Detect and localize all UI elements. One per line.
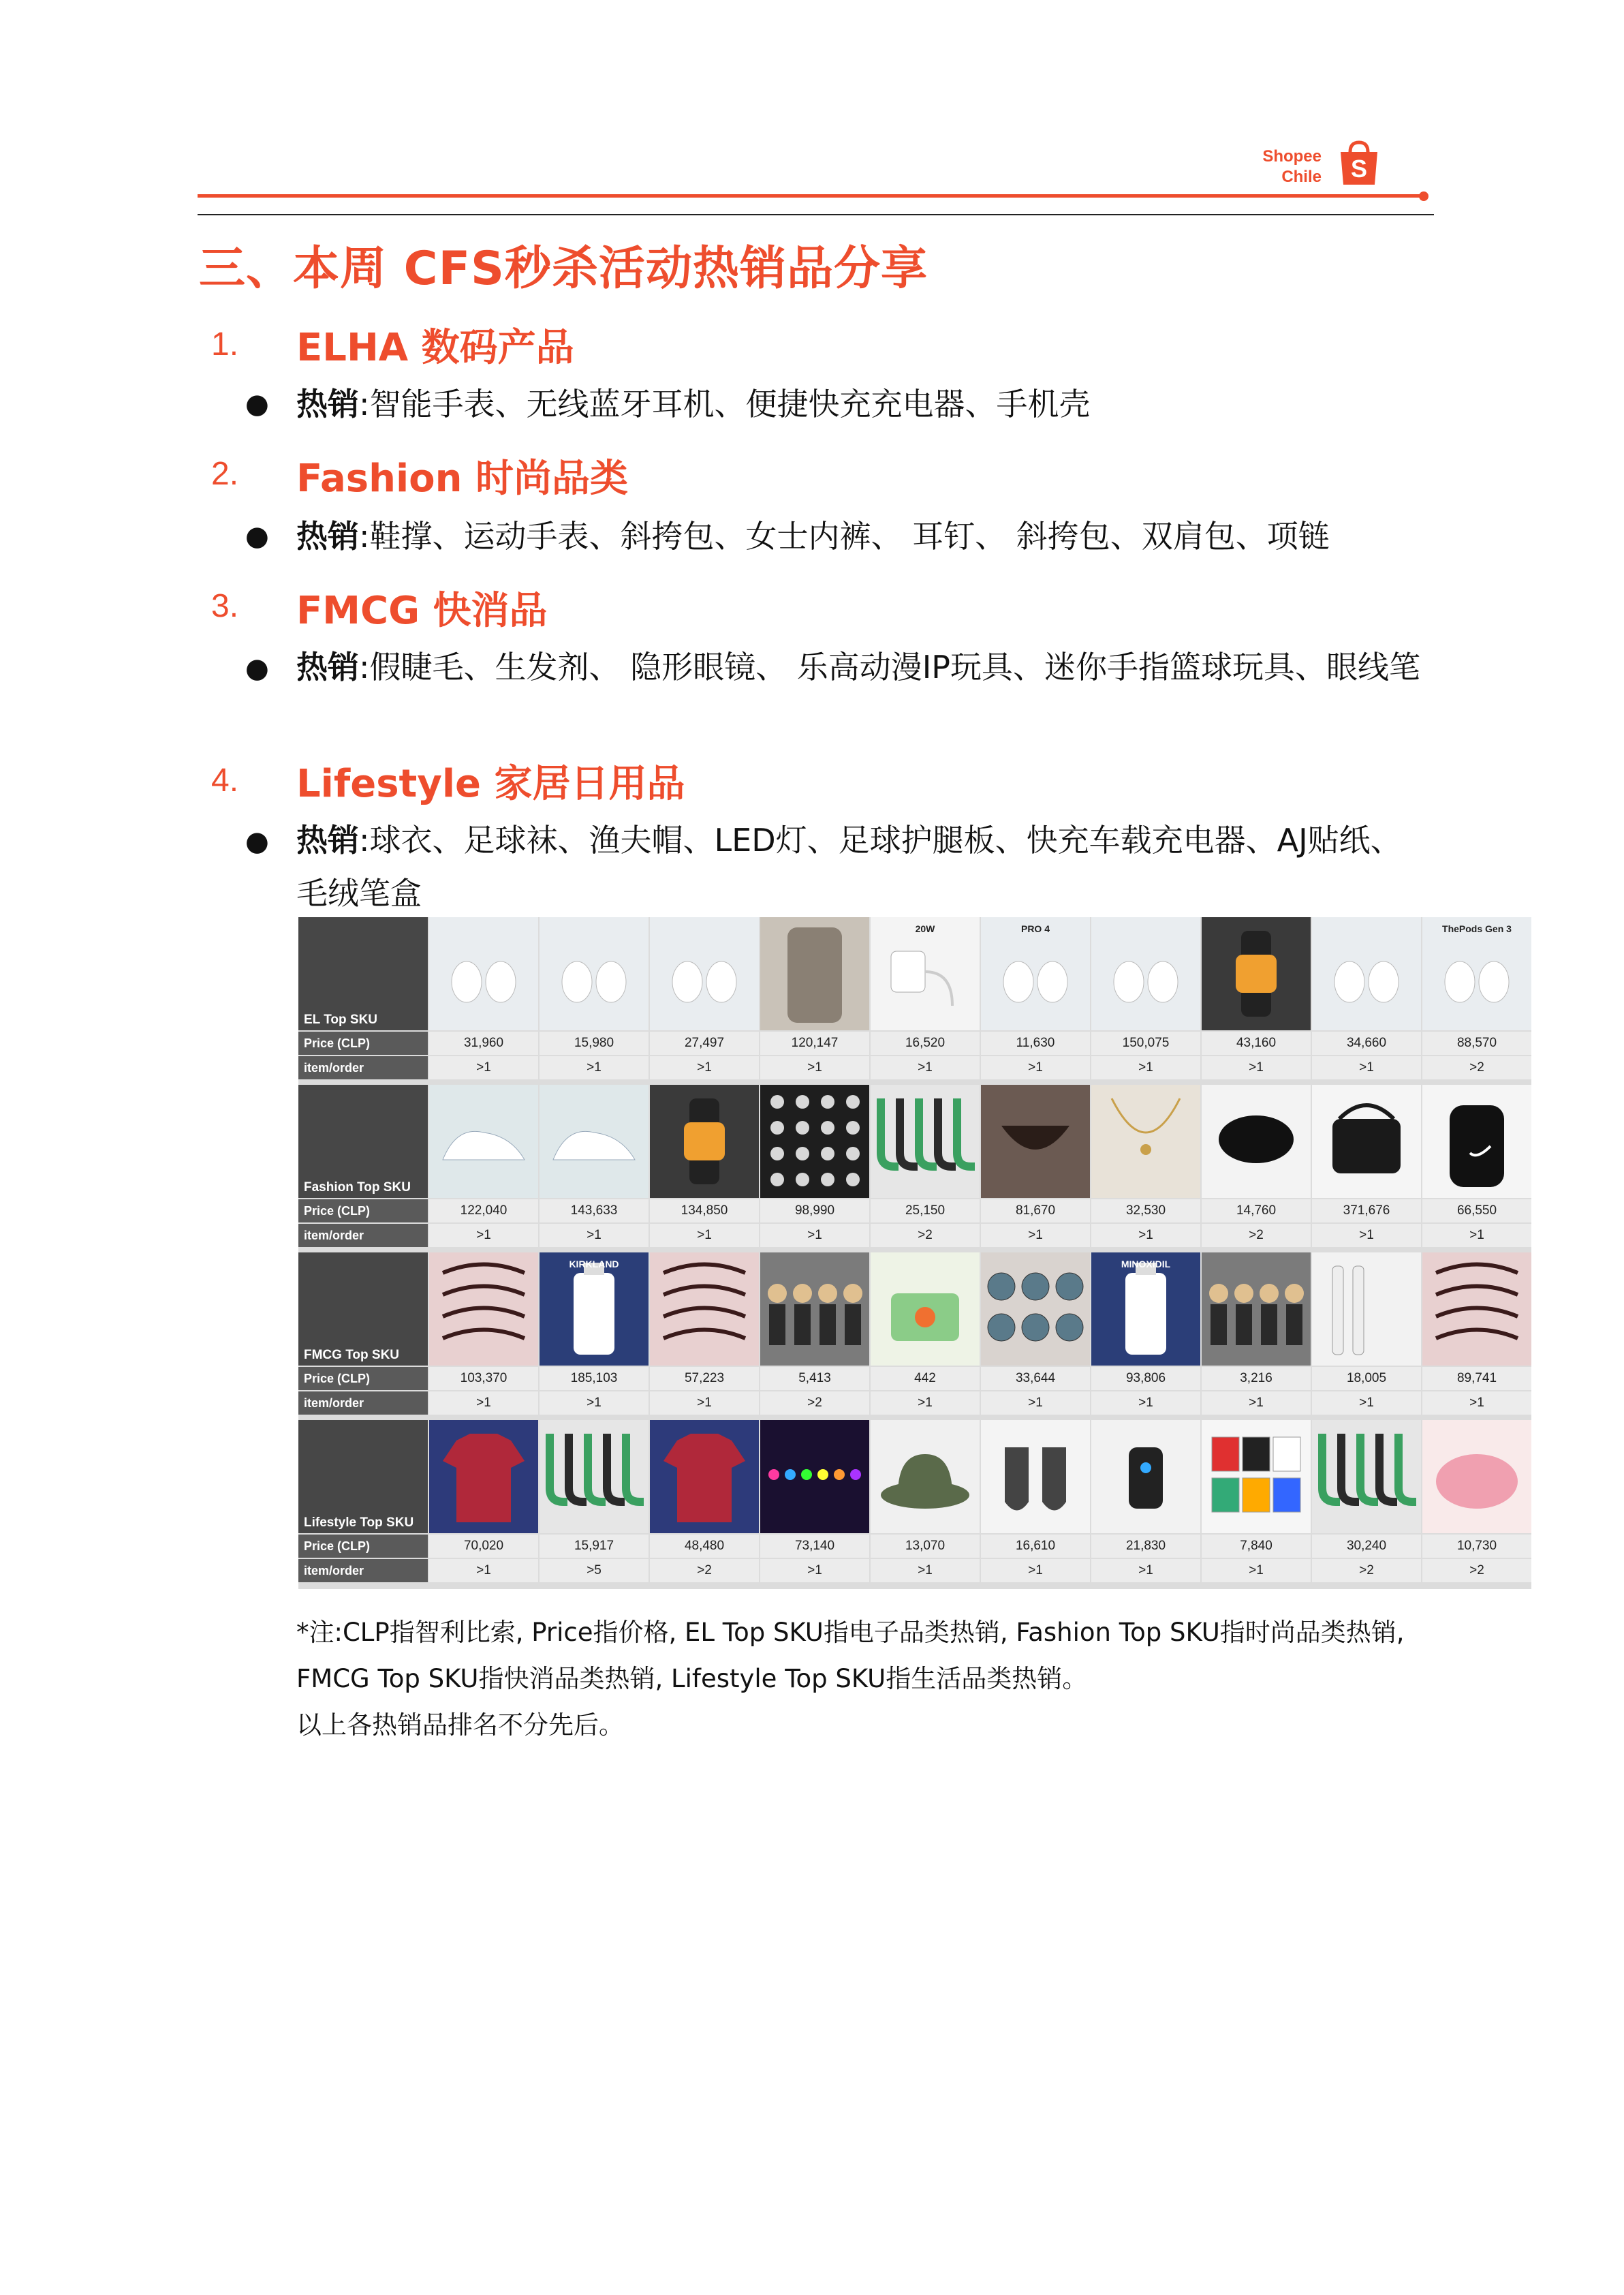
shoe-photo — [429, 1085, 538, 1198]
section-2-text — [296, 510, 1427, 563]
sku-price: 33,644 — [981, 1367, 1090, 1390]
header-rule-orange — [198, 194, 1424, 198]
product-thumbnail — [1422, 1420, 1531, 1533]
product-thumbnail — [981, 917, 1090, 1030]
sku-item-per-order: >1 — [650, 1056, 759, 1079]
header-rule-thin — [198, 214, 1434, 215]
earbuds-photo — [650, 917, 759, 1030]
lingerie-photo — [981, 1085, 1090, 1198]
sku-row — [298, 1420, 1531, 1582]
sku-row — [298, 917, 1531, 1079]
section-2-number: 2. — [211, 456, 239, 492]
sku-price: 15,917 — [540, 1535, 649, 1558]
product-thumbnail — [871, 1420, 980, 1533]
sku-item-per-order: >1 — [981, 1056, 1090, 1079]
shinguard-photo — [981, 1420, 1090, 1533]
hot-label: 热销 — [296, 518, 359, 555]
toy-photo — [871, 1252, 980, 1366]
bottle-photo — [540, 1252, 649, 1366]
sku-item-per-order: >1 — [650, 1391, 759, 1415]
sku-price: 30,240 — [1312, 1535, 1421, 1558]
sku-item-per-order: >1 — [429, 1391, 538, 1415]
product-thumbnail — [760, 917, 869, 1030]
sku-price: 25,150 — [871, 1199, 980, 1222]
sku-price: 93,806 — [1091, 1367, 1200, 1390]
product-thumbnail — [760, 1420, 869, 1533]
product-thumbnail — [871, 1252, 980, 1366]
row-category-header — [298, 917, 428, 1030]
section-3-text — [296, 641, 1427, 694]
sku-item-per-order: >1 — [540, 1391, 649, 1415]
sku-price: 150,075 — [1091, 1032, 1200, 1055]
item-order-label: item/order — [298, 1224, 428, 1247]
product-thumbnail — [1091, 1420, 1200, 1533]
sku-item-per-order: >1 — [871, 1559, 980, 1582]
sku-price: 14,760 — [1202, 1199, 1311, 1222]
hot-items: 假睫毛、生发剂、 隐形眼镜、 乐高动漫IP玩具、迷你手指篮球玩具、眼线笔 — [369, 649, 1421, 686]
sku-price: 371,676 — [1312, 1199, 1421, 1222]
product-thumbnail — [1312, 1420, 1421, 1533]
sku-item-per-order: >1 — [1312, 1056, 1421, 1079]
sku-price: 15,980 — [540, 1032, 649, 1055]
product-thumbnail — [429, 1420, 538, 1533]
brand-line2: Chile — [1281, 168, 1322, 186]
bag-photo — [1312, 1085, 1421, 1198]
led-photo — [760, 1420, 869, 1533]
svg-text:ThePods Gen 3: ThePods Gen 3 — [1442, 923, 1512, 934]
price-label: Price (CLP) — [298, 1535, 428, 1558]
earbuds-photo — [1422, 917, 1531, 1030]
lashes-photo — [1422, 1252, 1531, 1366]
sku-item-per-order: >1 — [760, 1224, 869, 1247]
product-thumbnail — [650, 1085, 759, 1198]
hot-items: 球衣、足球袜、渔夫帽、LED灯、足球护腿板、快充车载充电器、AJ贴纸、毛绒笔盒 — [296, 822, 1402, 912]
sku-price: 13,070 — [871, 1535, 980, 1558]
sku-price: 185,103 — [540, 1367, 649, 1390]
sku-item-per-order: >1 — [1202, 1559, 1311, 1582]
item-order-label: item/order — [298, 1056, 428, 1079]
product-thumbnail — [1091, 917, 1200, 1030]
sku-item-per-order: >2 — [1422, 1056, 1531, 1079]
earbuds-photo — [429, 917, 538, 1030]
sku-price: 66,550 — [1422, 1199, 1531, 1222]
item-order-label: item/order — [298, 1391, 428, 1415]
socks-photo — [1312, 1420, 1421, 1533]
product-thumbnail — [650, 1420, 759, 1533]
product-thumbnail — [540, 1252, 649, 1366]
figures-photo — [760, 1252, 869, 1366]
pouch-photo — [1202, 1085, 1311, 1198]
sku-table — [298, 917, 1531, 1589]
necklace-photo — [1091, 1085, 1200, 1198]
product-thumbnail — [540, 1085, 649, 1198]
sku-price: 122,040 — [429, 1199, 538, 1222]
svg-text:MINOXIDIL: MINOXIDIL — [1121, 1259, 1171, 1269]
sku-price: 34,660 — [1312, 1032, 1421, 1055]
label-sep: : — [359, 822, 370, 859]
sku-item-per-order: >1 — [1091, 1056, 1200, 1079]
sku-price: 31,960 — [429, 1032, 538, 1055]
product-thumbnail — [760, 1252, 869, 1366]
hat-photo — [871, 1420, 980, 1533]
page-title: 三、本周 CFS秒杀活动热销品分享 — [199, 242, 928, 296]
product-thumbnail — [1091, 1085, 1200, 1198]
product-thumbnail — [1422, 1085, 1531, 1198]
product-thumbnail — [1312, 917, 1421, 1030]
sku-price: 143,633 — [540, 1199, 649, 1222]
sku-item-per-order: >1 — [429, 1559, 538, 1582]
brand-text — [1262, 147, 1322, 187]
product-thumbnail — [871, 917, 980, 1030]
sku-price: 98,990 — [760, 1199, 869, 1222]
product-thumbnail — [540, 1420, 649, 1533]
sku-price: 57,223 — [650, 1367, 759, 1390]
sku-item-per-order: >1 — [540, 1056, 649, 1079]
jersey-photo — [650, 1420, 759, 1533]
watch-photo — [1202, 917, 1311, 1030]
stickers-photo — [1202, 1420, 1311, 1533]
sku-item-per-order: >2 — [1422, 1559, 1531, 1582]
sku-item-per-order: >2 — [1202, 1224, 1311, 1247]
hot-label: 热销 — [296, 386, 359, 422]
svg-text:20W: 20W — [915, 923, 935, 934]
label-sep: : — [359, 649, 370, 686]
sku-item-per-order: >2 — [1312, 1559, 1421, 1582]
sku-price: 442 — [871, 1367, 980, 1390]
row-category-label: Fashion Top SKU — [304, 1180, 411, 1195]
product-thumbnail — [1091, 1252, 1200, 1366]
sku-item-per-order: >1 — [1422, 1391, 1531, 1415]
sku-row — [298, 1252, 1531, 1415]
shopee-chile-logo — [1240, 140, 1390, 194]
sku-item-per-order: >1 — [1422, 1224, 1531, 1247]
pen-photo — [1312, 1252, 1421, 1366]
sku-price: 3,216 — [1202, 1367, 1311, 1390]
sku-item-per-order: >1 — [981, 1391, 1090, 1415]
socks-photo — [871, 1085, 980, 1198]
socks-photo — [540, 1420, 649, 1533]
shoe-photo — [540, 1085, 649, 1198]
product-thumbnail — [871, 1085, 980, 1198]
sku-item-per-order: >1 — [1202, 1056, 1311, 1079]
section-1-text — [296, 378, 1427, 431]
charger-photo — [871, 917, 980, 1030]
product-thumbnail — [1312, 1252, 1421, 1366]
product-thumbnail — [1422, 917, 1531, 1030]
item-order-label: item/order — [298, 1559, 428, 1582]
sku-price: 43,160 — [1202, 1032, 1311, 1055]
plush-photo — [1422, 1420, 1531, 1533]
sku-item-per-order: >1 — [429, 1224, 538, 1247]
product-thumbnail — [429, 1085, 538, 1198]
sku-price: 7,840 — [1202, 1535, 1311, 1558]
sku-item-per-order: >1 — [1202, 1391, 1311, 1415]
row-category-label: Lifestyle Top SKU — [304, 1515, 414, 1530]
sku-item-per-order: >1 — [540, 1224, 649, 1247]
svg-text:KIRKLAND: KIRKLAND — [569, 1259, 619, 1269]
earbuds-photo — [1091, 917, 1200, 1030]
jersey-photo — [429, 1420, 538, 1533]
row-category-label: FMCG Top SKU — [304, 1348, 400, 1362]
sku-item-per-order: >1 — [871, 1391, 980, 1415]
sku-item-per-order: >1 — [650, 1224, 759, 1247]
sku-price: 88,570 — [1422, 1032, 1531, 1055]
figures-photo — [1202, 1252, 1311, 1366]
lashes-photo — [429, 1252, 538, 1366]
sku-price: 18,005 — [1312, 1367, 1421, 1390]
section-3-number: 3. — [211, 588, 239, 624]
product-thumbnail — [429, 1252, 538, 1366]
sku-item-per-order: >1 — [1091, 1391, 1200, 1415]
bottle-photo — [1091, 1252, 1200, 1366]
sku-item-per-order: >1 — [760, 1559, 869, 1582]
sku-item-per-order: >1 — [1091, 1559, 1200, 1582]
section-4-number: 4. — [211, 763, 239, 799]
sku-price: 120,147 — [760, 1032, 869, 1055]
watch-photo — [650, 1085, 759, 1198]
product-thumbnail — [760, 1085, 869, 1198]
product-thumbnail — [1202, 1252, 1311, 1366]
sku-item-per-order: >2 — [650, 1559, 759, 1582]
bullet-dot: ● — [245, 826, 269, 857]
earbuds-photo — [1312, 917, 1421, 1030]
sku-item-per-order: >5 — [540, 1559, 649, 1582]
row-category-header — [298, 1420, 428, 1533]
product-thumbnail — [540, 917, 649, 1030]
row-category-header — [298, 1085, 428, 1198]
bullet-dot: ● — [245, 388, 269, 420]
brand-line1: Shopee — [1262, 147, 1322, 166]
footnote: *注:CLP指智利比索, Price指价格, EL Top SKU指电子品类热销, Fashion Top SKU指时尚品类热销, FMCG Top SKU指快消品类热销, Lifestyle Top SKU指生活品类热销。 — [296, 1618, 1405, 1693]
sku-price: 48,480 — [650, 1535, 759, 1558]
sku-price: 89,741 — [1422, 1367, 1531, 1390]
sku-price: 27,497 — [650, 1032, 759, 1055]
header-rule-dot — [1419, 191, 1428, 201]
row-category-label: EL Top SKU — [304, 1013, 378, 1027]
sku-price: 16,520 — [871, 1032, 980, 1055]
section-4-text — [296, 814, 1427, 920]
lenses-photo — [981, 1252, 1090, 1366]
price-label: Price (CLP) — [298, 1367, 428, 1390]
section-3-title: FMCG 快消品 — [296, 589, 548, 633]
row-category-header — [298, 1252, 428, 1366]
hot-items: 鞋撑、运动手表、斜挎包、女士内裤、 耳钉、 斜挎包、双肩包、项链 — [369, 518, 1330, 555]
sku-item-per-order: >2 — [871, 1224, 980, 1247]
hot-items: 智能手表、无线蓝牙耳机、便捷快充充电器、手机壳 — [369, 386, 1091, 422]
product-thumbnail — [981, 1420, 1090, 1533]
sku-item-per-order: >1 — [1312, 1224, 1421, 1247]
product-thumbnail — [1422, 1252, 1531, 1366]
bullet-dot: ● — [245, 653, 269, 684]
price-label: Price (CLP) — [298, 1032, 428, 1055]
label-sep: : — [359, 386, 370, 422]
sku-item-per-order: >1 — [1091, 1224, 1200, 1247]
section-4-title: Lifestyle 家居日用品 — [296, 762, 685, 806]
sku-price: 16,610 — [981, 1535, 1090, 1558]
sku-price: 103,370 — [429, 1367, 538, 1390]
carcharger-photo — [1091, 1420, 1200, 1533]
product-thumbnail — [1202, 1420, 1311, 1533]
sku-price: 5,413 — [760, 1367, 869, 1390]
lashes-photo — [650, 1252, 759, 1366]
section-2-title: Fashion 时尚品类 — [296, 457, 628, 501]
sku-price: 32,530 — [1091, 1199, 1200, 1222]
sku-price: 21,830 — [1091, 1535, 1200, 1558]
product-thumbnail — [1202, 917, 1311, 1030]
earbuds-photo — [540, 917, 649, 1030]
sku-item-per-order: >2 — [760, 1391, 869, 1415]
sku-price: 11,630 — [981, 1032, 1090, 1055]
svg-text:S: S — [1350, 155, 1368, 183]
sku-price: 73,140 — [760, 1535, 869, 1558]
label-sep: : — [359, 518, 370, 555]
hot-label: 热销 — [296, 649, 359, 686]
sku-item-per-order: >1 — [981, 1224, 1090, 1247]
sku-item-per-order: >1 — [871, 1056, 980, 1079]
bullet-dot: ● — [245, 521, 269, 552]
sku-item-per-order: >1 — [981, 1559, 1090, 1582]
earbuds-photo — [981, 917, 1090, 1030]
shopping-bag-s-icon — [1335, 140, 1383, 187]
backpack-photo — [1422, 1085, 1531, 1198]
phonecase-photo — [760, 917, 869, 1030]
product-thumbnail — [650, 1252, 759, 1366]
earring-photo — [760, 1085, 869, 1198]
product-thumbnail — [981, 1085, 1090, 1198]
product-thumbnail — [650, 917, 759, 1030]
sku-item-per-order: >1 — [760, 1056, 869, 1079]
sku-item-per-order: >1 — [1312, 1391, 1421, 1415]
sku-price: 10,730 — [1422, 1535, 1531, 1558]
product-thumbnail — [429, 917, 538, 1030]
sku-price: 134,850 — [650, 1199, 759, 1222]
product-thumbnail — [1312, 1085, 1421, 1198]
sku-row — [298, 1085, 1531, 1247]
svg-text:PRO 4: PRO 4 — [1020, 923, 1050, 934]
product-thumbnail — [981, 1252, 1090, 1366]
product-thumbnail — [1202, 1085, 1311, 1198]
hot-label: 热销 — [296, 822, 359, 859]
section-1-number: 1. — [211, 326, 239, 363]
sku-price: 70,020 — [429, 1535, 538, 1558]
price-label: Price (CLP) — [298, 1199, 428, 1222]
sku-item-per-order: >1 — [429, 1056, 538, 1079]
section-1-title: ELHA 数码产品 — [296, 326, 574, 370]
footnote-ranking: 以上各热销品排名不分先后。 — [296, 1710, 624, 1740]
sku-price: 81,670 — [981, 1199, 1090, 1222]
